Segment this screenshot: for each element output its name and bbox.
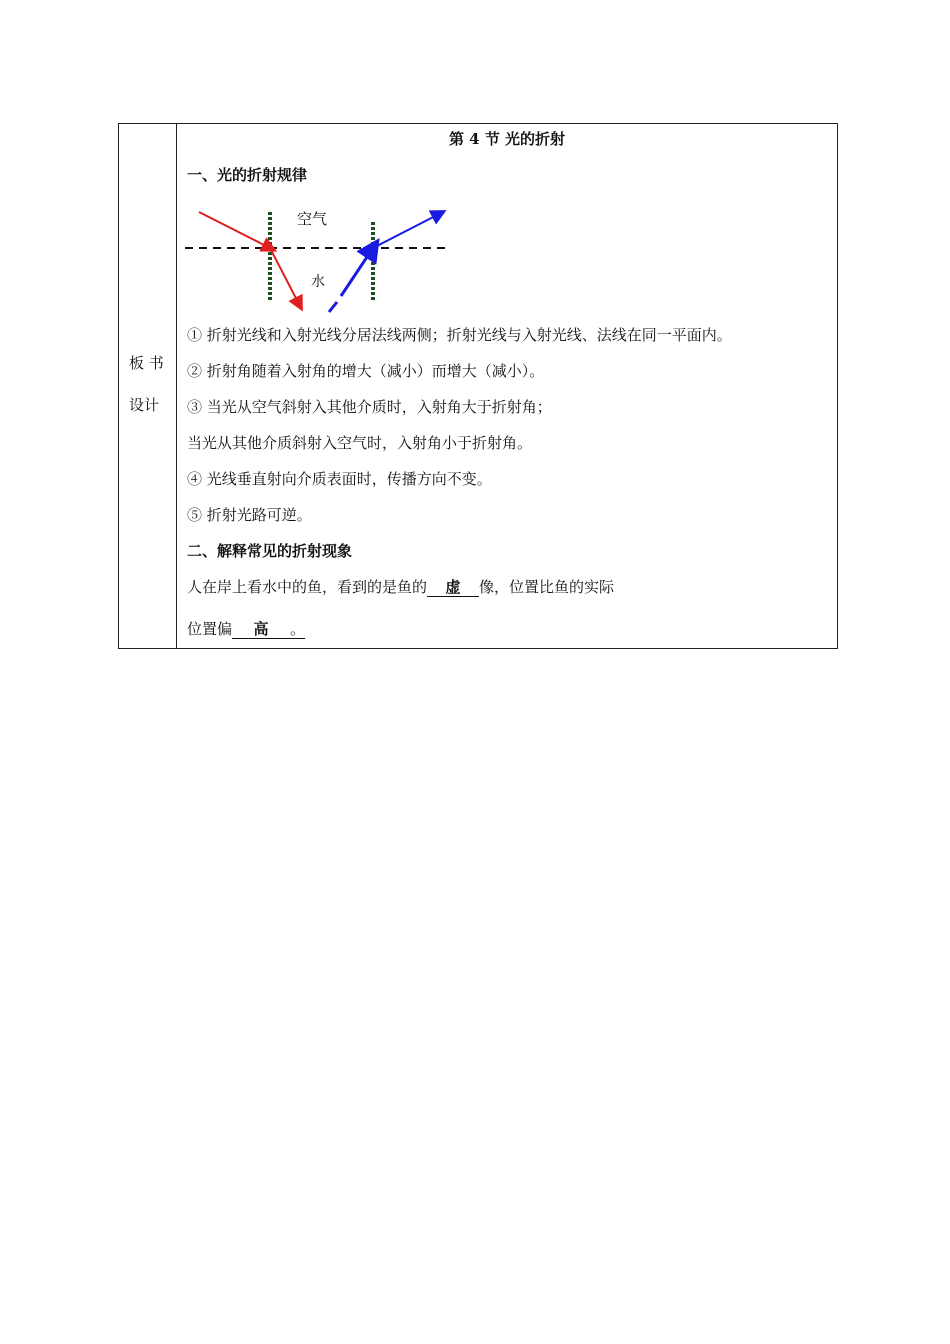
fill-line-2-prefix: 位置偏	[187, 620, 233, 638]
rule-3a: ③ 当光从空气斜射入其他介质时，入射角大于折射角；	[187, 398, 552, 416]
side-label-line2: 设计	[129, 396, 160, 414]
reverse-refracted-ray	[373, 212, 443, 248]
rule-2: ② 折射角随着入射角的增大（减小）而增大（减小）。	[187, 362, 545, 380]
rule-1: ① 折射光线和入射光线分居法线两侧；折射光线与入射光线、法线在同一平面内。	[187, 326, 732, 344]
incident-ray	[199, 212, 270, 248]
side-label-cell	[119, 124, 177, 648]
board-design-table	[118, 123, 838, 649]
fill-line-2-suffix: 。	[290, 620, 306, 638]
fill-line-2	[187, 618, 305, 639]
section1-heading: 一、光的折射规律	[187, 166, 308, 184]
refraction-diagram	[185, 202, 455, 314]
refracted-ray	[270, 248, 301, 308]
reverse-incident-ray	[341, 248, 373, 296]
reverse-ray-stub	[329, 302, 337, 312]
fill-line-1-prefix: 人在岸上看水中的鱼，看到的是鱼的	[187, 578, 428, 596]
side-label-line1: 板 书	[129, 354, 164, 372]
content-cell	[177, 124, 837, 648]
section2-heading: 二、解释常见的折射现象	[187, 542, 353, 560]
rule-5: ⑤ 折射光路可逆。	[187, 506, 312, 524]
blank-answer-1: 虚	[427, 579, 479, 597]
label-water: 水	[311, 274, 325, 290]
label-air: 空气	[297, 210, 328, 228]
blank-answer-2: 高	[232, 621, 290, 639]
rule-4: ④ 光线垂直射向介质表面时，传播方向不变。	[187, 470, 492, 488]
fill-line-1-suffix: 像，位置比鱼的实际	[479, 578, 615, 596]
fill-line-1	[187, 576, 614, 597]
lesson-title: 第 4 节 光的折射	[448, 130, 566, 148]
rule-3b: 当光从其他介质斜射入空气时，入射角小于折射角。	[187, 434, 533, 452]
